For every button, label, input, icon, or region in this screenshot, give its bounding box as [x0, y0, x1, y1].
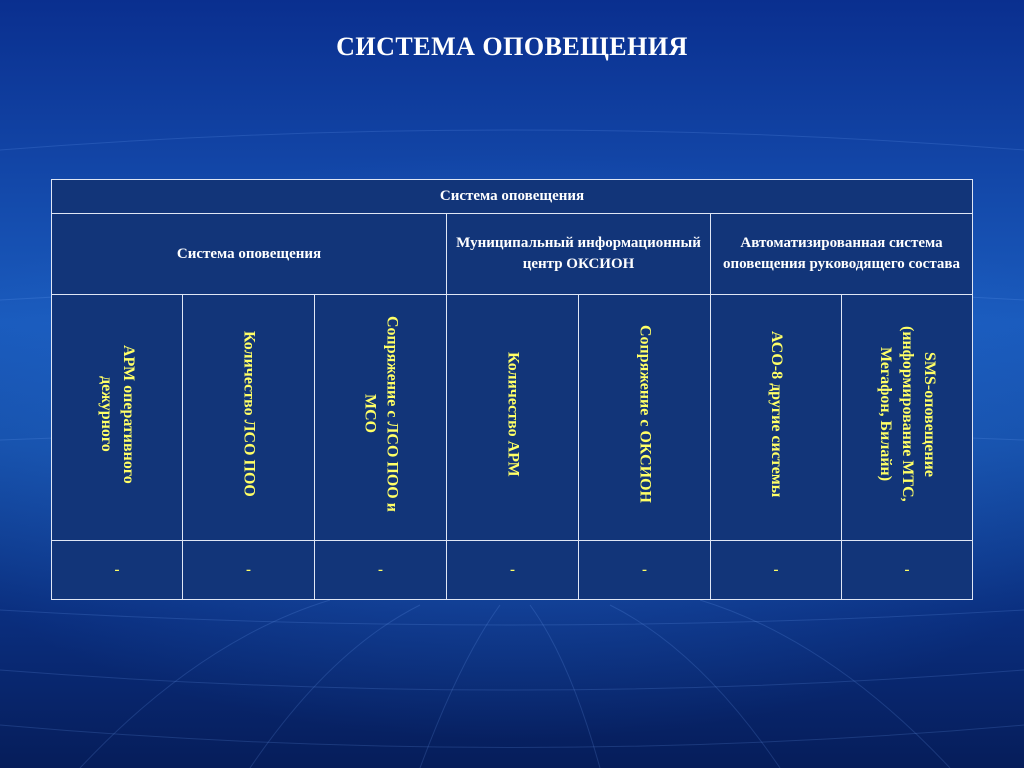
table-group-header-row — [52, 214, 973, 295]
column-header-oksion-link — [579, 295, 711, 541]
column-header-lso-count — [183, 295, 315, 541]
table-cell: - — [315, 541, 447, 600]
column-header-label: Сопряжение с ЛСО ПОО и МСО — [361, 316, 401, 512]
column-header-workstation-count — [447, 295, 579, 541]
table-cell: - — [842, 541, 973, 600]
table-cell: - — [52, 541, 183, 600]
table-top-header: Система оповещения — [52, 180, 973, 214]
slide-title: СИСТЕМА ОПОВЕЩЕНИЯ — [336, 32, 688, 61]
column-header-aso8-systems — [711, 295, 842, 541]
column-header-label: Сопряжение с ОКСИОН — [636, 325, 654, 503]
table-header-row — [52, 180, 973, 214]
column-header-label: АРМ оперативного дежурного — [98, 344, 137, 484]
column-header-label: Количество ЛСО ПОО — [240, 331, 258, 497]
group-header-oksion-center: Муниципальный информационный центр ОКСИОН — [447, 214, 711, 295]
column-header-label: Количество АРМ — [504, 351, 522, 477]
column-header-duty-workstation — [52, 295, 183, 541]
column-header-label: АСО-8 другие системы — [768, 330, 785, 498]
column-header-sms-alerts — [842, 295, 973, 541]
table-cell: - — [183, 541, 315, 600]
group-header-management-alert-system: Автоматизированная система оповещения руководящего состава — [711, 214, 973, 295]
notification-system-table — [51, 179, 973, 600]
column-header-label: SMS-оповещение (информирование МТС, Мегафон, Билайн) — [877, 326, 939, 502]
table-cell: - — [579, 541, 711, 600]
column-header-lso-mso-link — [315, 295, 447, 541]
table-row — [52, 541, 973, 600]
group-header-notification-system: Система оповещения — [52, 214, 447, 295]
table-cell: - — [447, 541, 579, 600]
table-column-header-row — [52, 295, 973, 541]
table-cell: - — [711, 541, 842, 600]
